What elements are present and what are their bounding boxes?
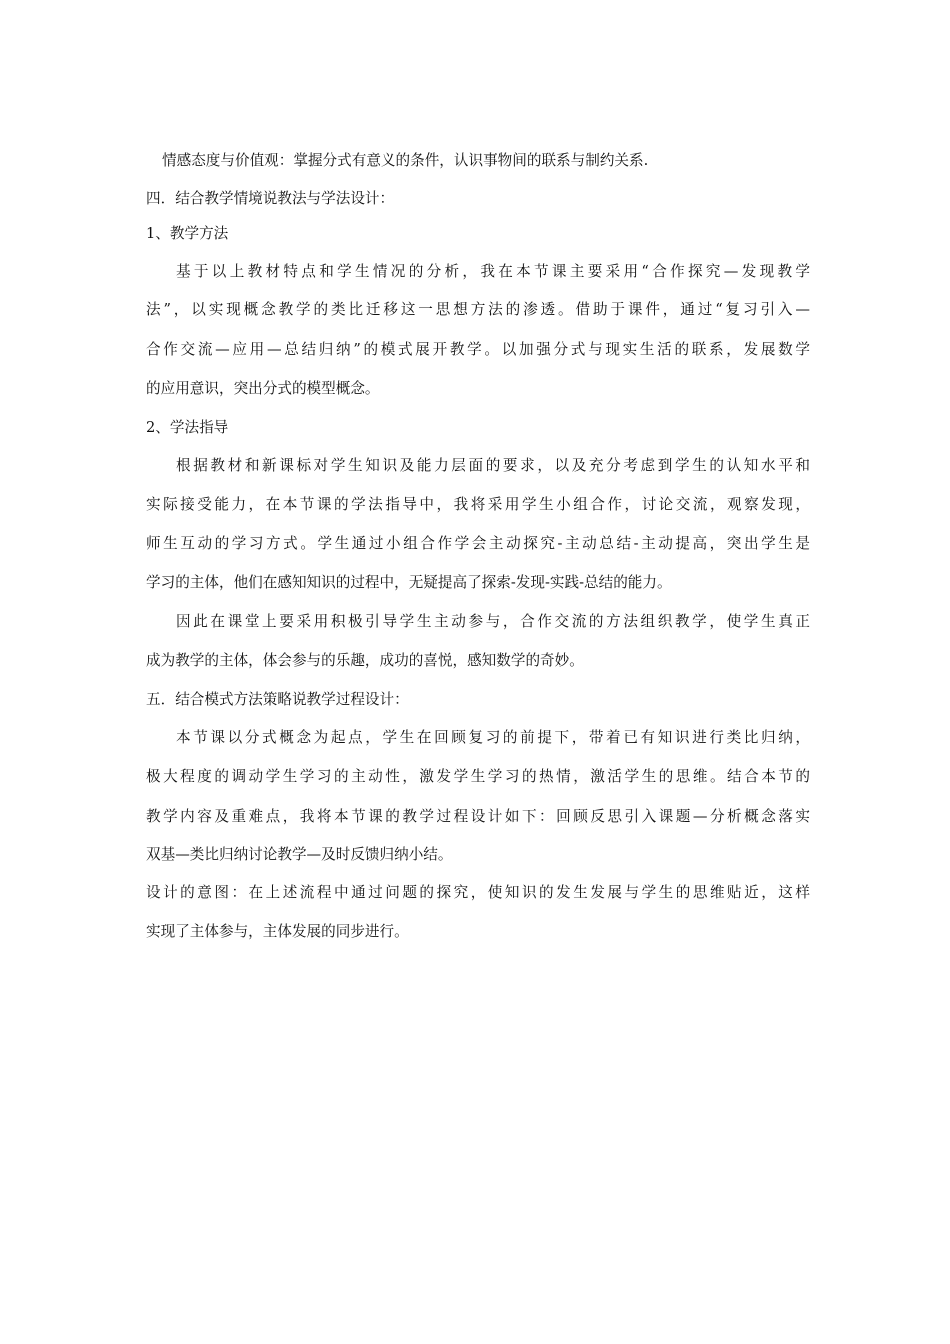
subheading-learning-guidance: 2、学法指导 xyxy=(146,419,229,436)
paragraph-line: 实际接受能力，在本节课的学法指导中，我将采用学生小组合作，讨论交流，观察发现， xyxy=(146,496,810,513)
paragraph-line: 基于以上教材特点和学生情况的分析，我在本节课主要采用“合作探究—发现教学 xyxy=(176,263,810,280)
paragraph-line: 的应用意识，突出分式的模型概念。 xyxy=(146,380,380,397)
paragraph-line: 双基—类比归纳讨论教学—及时反馈归纳小结。 xyxy=(146,846,453,863)
paragraph-line: 本节课以分式概念为起点，学生在回顾复习的前提下，带着已有知识进行类比归纳， xyxy=(176,729,810,746)
paragraph-line: 师生互动的学习方式。学生通过小组合作学会主动探究-主动总结-主动提高，突出学生是 xyxy=(146,535,810,552)
paragraph-line: 学习的主体，他们在感知知识的过程中，无疑提高了探索-发现-实践-总结的能力。 xyxy=(146,574,672,591)
paragraph-line: 设计的意图：在上述流程中通过问题的探究，使知识的发生发展与学生的思维贴近，这样 xyxy=(146,884,810,901)
paragraph-line: 教学内容及重难点，我将本节课的教学过程设计如下：回顾反思引入课题—分析概念落实 xyxy=(146,808,810,825)
paragraph-line: 极大程度的调动学生学习的主动性，激发学生学习的热情，激活学生的思维。结合本节的 xyxy=(146,768,810,785)
section-heading-four: 四．结合教学情境说教法与学法设计： xyxy=(146,190,395,207)
paragraph-line: 成为教学的主体，体会参与的乐趣，成功的喜悦，感知数学的奇妙。 xyxy=(146,652,584,669)
paragraph-line: 因此在课堂上要采用积极引导学生主动参与，合作交流的方法组织教学，使学生真正 xyxy=(176,613,810,630)
paragraph-line: 根据教材和新课标对学生知识及能力层面的要求，以及充分考虑到学生的认知水平和 xyxy=(176,457,810,474)
paragraph-line: 法”，以实现概念教学的类比迁移这一思想方法的渗透。借助于课件，通过“复习引入— xyxy=(146,301,810,318)
paragraph-line: 实现了主体参与，主体发展的同步进行。 xyxy=(146,923,409,940)
subheading-teaching-method: 1、教学方法 xyxy=(146,225,229,242)
section-heading-five: 五．结合模式方法策略说教学过程设计： xyxy=(146,691,409,708)
paragraph-line: 合作交流—应用—总结归纳”的模式展开教学。以加强分式与现实生活的联系，发展数学 xyxy=(146,341,810,358)
text-line-attitude-values: 情感态度与价值观：掌握分式有意义的条件，认识事物间的联系与制约关系. xyxy=(162,152,649,169)
